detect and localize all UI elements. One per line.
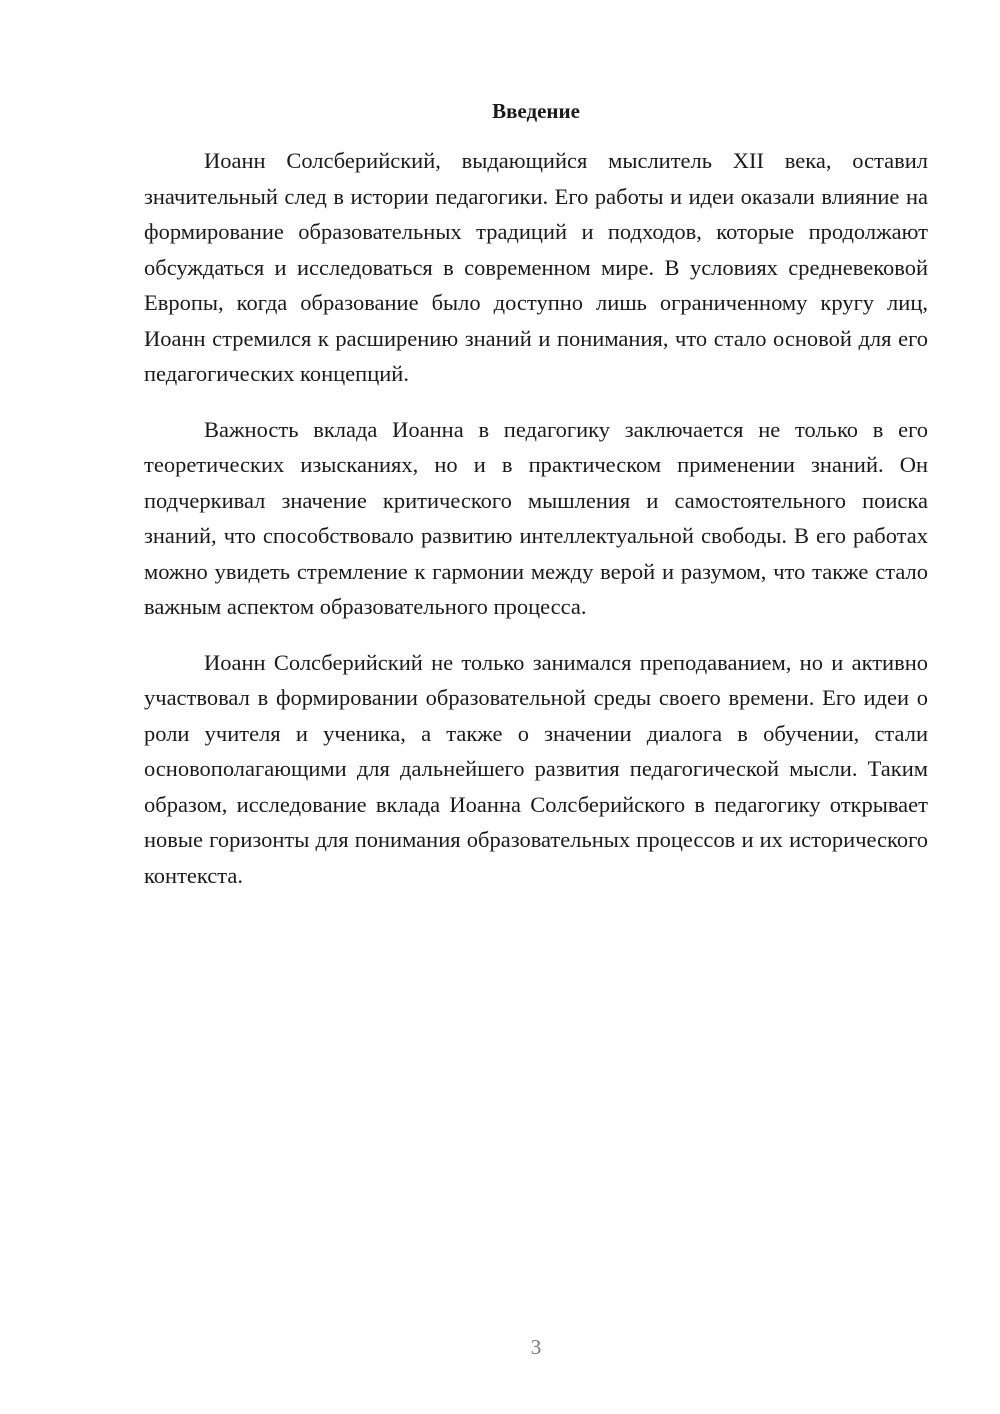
body-text [144,143,928,913]
paragraph-1: Иоанн Солсберийский, выдающийся мыслитель XII века, оставил значительный след в истории педагогики. Его работы и идеи оказали влияние на формирование образовательных традиций и подходов, которые продолжают обсуждаться и исследоваться в современном мире. В условиях средневековой Европы, когда образование было доступно лишь ограниченному кругу лиц, Иоанн стремился к расширению знаний и понимания, что стало основой для его педагогических концепций. [144,148,928,386]
paragraph-2: Важность вклада Иоанна в педагогику заключается не только в его теоретических изысканиях, но и в практическом применении знаний. Он подчеркивал значение критического мышления и самостоятельного поиска знаний, что способствовало развитию интеллектуальной свободы. В его работах можно увидеть стремление к гармонии между верой и разумом, что также стало важным аспектом образовательного процесса. [144,416,928,619]
page-number: 3 [530,1335,542,1359]
paragraph-3: Иоанн Солсберийский не только занимался преподаванием, но и активно участвовал в формировании образовательной среды своего времени. Его идеи о роли учителя и ученика, а также о значении диалога в обучении, стали основополагающими для дальнейшего развития педагогической мысли. Таким образом, исследование вклада Иоанна Солсберийского в педагогику открывает новые горизонты для понимания образовательных процессов и их исторического контекста. [144,649,928,888]
section-title: Введение [492,99,580,123]
